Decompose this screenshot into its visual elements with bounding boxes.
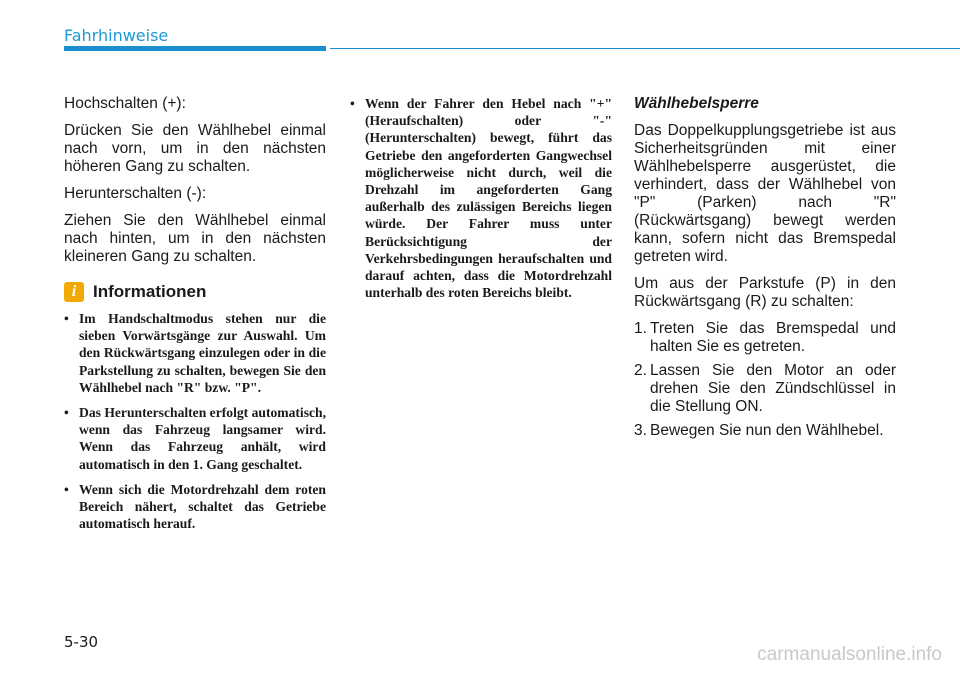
step-number: 2. bbox=[634, 362, 647, 379]
paragraph: Das Doppelkupplungsgetriebe ist aus Sicherheitsgründen mit einer Wählhebelsperre ausgerüstet, die verhindert, dass der Wählhebel von "P" (Parken) nach "R" (Rückwärtsgang) bewegt werden kann, sofern nicht das Bremspedal getreten wird. bbox=[634, 122, 896, 265]
column-right bbox=[634, 95, 896, 446]
paragraph: Ziehen Sie den Wählhebel einmal nach hinten, um in den nächsten kleineren Gang zu schalten. bbox=[64, 212, 326, 265]
step-text: Treten Sie das Bremspedal und halten Sie es getreten. bbox=[650, 320, 896, 355]
section-heading: Wählhebelsperre bbox=[634, 95, 759, 112]
paragraph: Um aus der Parkstufe (P) in den Rückwärtsgang (R) zu schalten: bbox=[634, 275, 896, 310]
header-rule-thick bbox=[64, 46, 326, 51]
info-header bbox=[64, 282, 326, 302]
section-title: Fahrhinweise bbox=[64, 26, 169, 45]
info-list-continued bbox=[350, 95, 612, 301]
info-icon: i bbox=[64, 282, 84, 302]
info-list bbox=[64, 310, 326, 532]
list-item: • Wenn der Fahrer den Hebel nach "+" (Heraufschalten) oder "-" (Herunterschalten) bewegt, führt das Getriebe den angeforderten Gangwechsel möglicherweise nicht durch, weil die Drehzahl im angeforderten Gang außerhalb des zulässigen Bereichs liegen würde. Der Fahrer muss unter Berücksichtigung der Verkehrsbedingungen heraufschalten und darauf achten, dass die Motordrehzahl unterhalb des roten Bereichs bleibt. bbox=[350, 95, 612, 301]
step-text: Lassen Sie den Motor an oder drehen Sie den Zündschlüssel in die Stellung ON. bbox=[650, 362, 896, 415]
watermark: carmanualsonline.info bbox=[757, 644, 942, 665]
info-title: Informationen bbox=[93, 282, 207, 301]
step-number: 1. bbox=[634, 320, 647, 337]
list-item bbox=[634, 320, 896, 356]
list-item: • Wenn sich die Motordrehzahl dem roten Bereich nähert, schaltet das Getriebe automatisch herauf. bbox=[64, 481, 326, 533]
paragraph: Hochschalten (+): bbox=[64, 95, 186, 112]
page-number: 5-30 bbox=[64, 633, 99, 651]
list-item bbox=[634, 422, 896, 440]
list-item bbox=[634, 362, 896, 416]
list-item: • Im Handschaltmodus stehen nur die sieben Vorwärtsgänge zur Auswahl. Um den Rückwärtsgang einzulegen oder in die Parkstellung zu schalten, bewegen Sie den Wählhebel nach "R" bzw. "P". bbox=[64, 310, 326, 396]
paragraph: Drücken Sie den Wählhebel einmal nach vorn, um in den nächsten höheren Gang zu schalten. bbox=[64, 122, 326, 175]
paragraph: Herunterschalten (-): bbox=[64, 185, 207, 202]
step-text: Bewegen Sie nun den Wählhebel. bbox=[650, 422, 884, 439]
column-middle bbox=[350, 95, 612, 309]
column-left bbox=[64, 95, 326, 540]
steps-list bbox=[634, 320, 896, 440]
step-number: 3. bbox=[634, 422, 647, 439]
list-item: • Das Herunterschalten erfolgt automatisch, wenn das Fahrzeug langsamer wird. Wenn das Fahrzeug anhält, wird automatisch in den 1. Gang geschaltet. bbox=[64, 404, 326, 473]
header-rule-thin bbox=[330, 48, 960, 49]
